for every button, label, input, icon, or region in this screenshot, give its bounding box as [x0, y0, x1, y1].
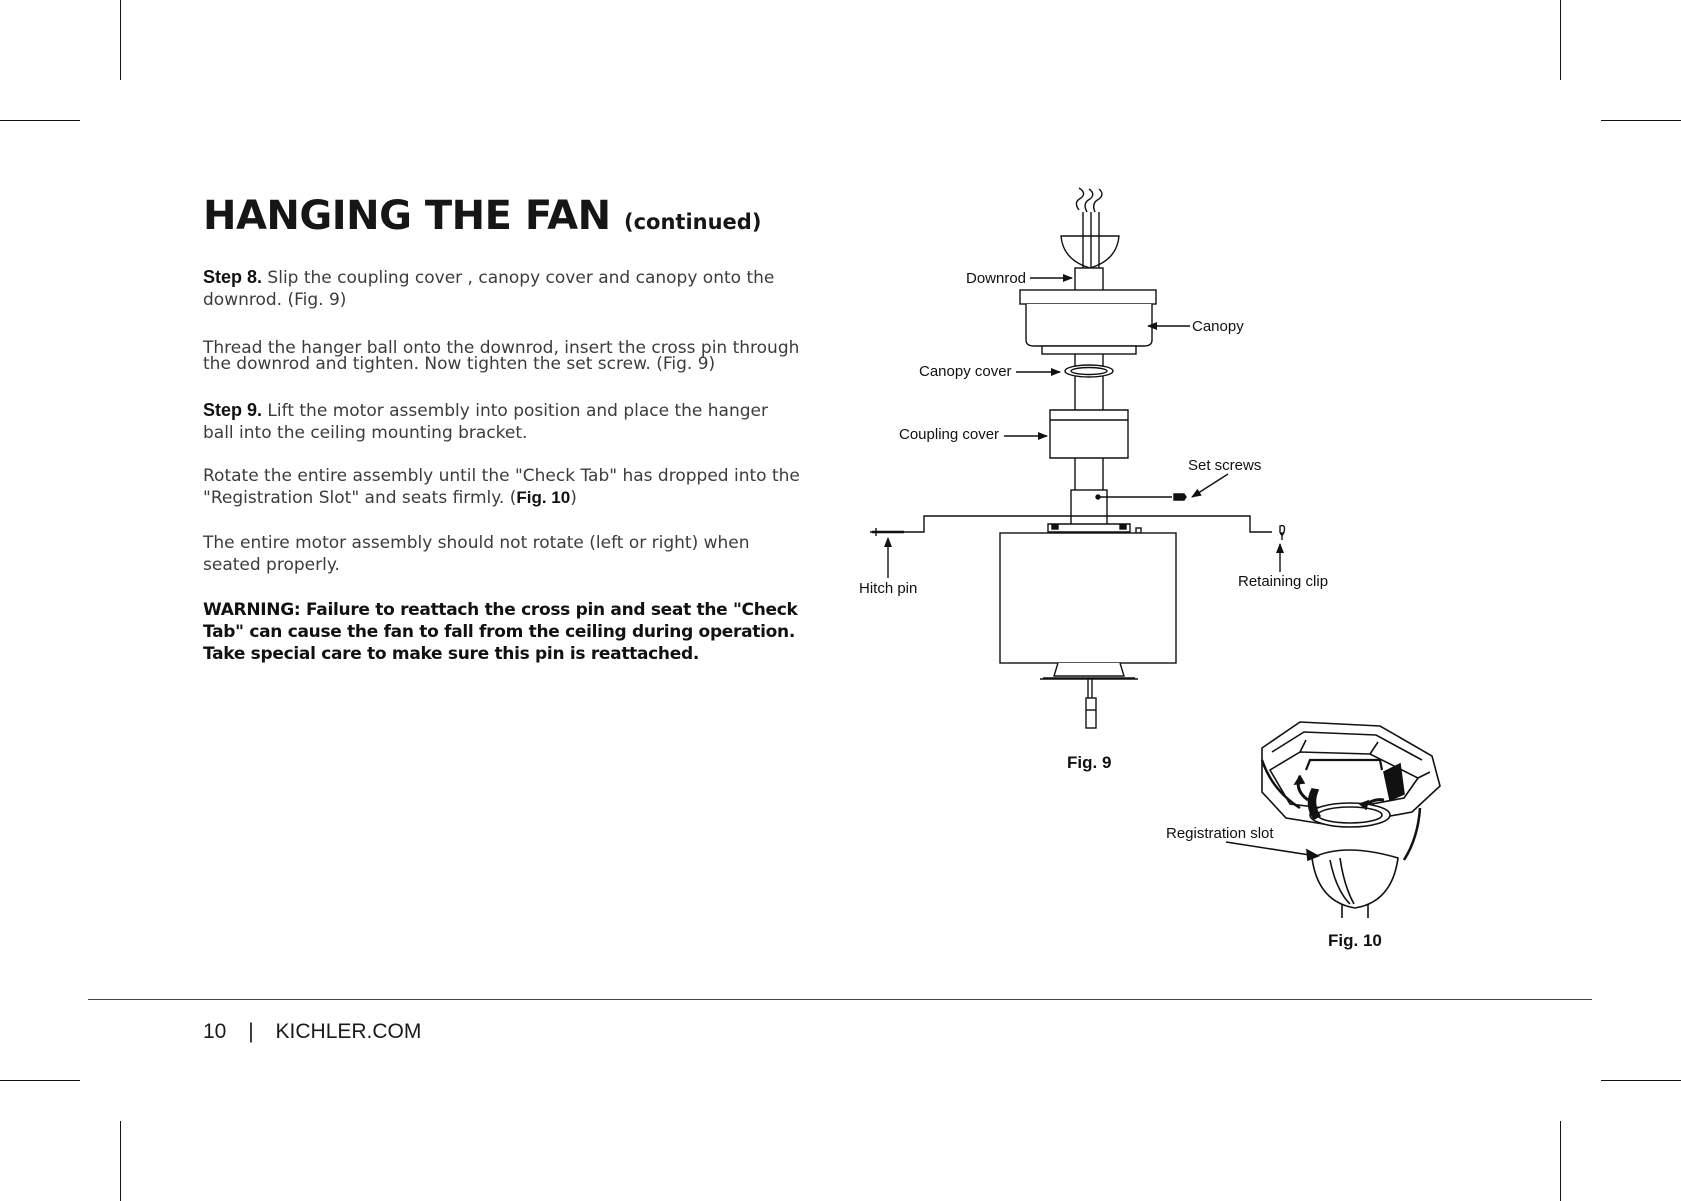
- rotate-text: Rotate the entire assembly until the "Check Tab" has dropped into the "Registration Slot" and seats firmly. (: [203, 466, 800, 508]
- step-8-label: Step 8.: [203, 267, 263, 287]
- label-retaining-clip: Retaining clip: [1238, 573, 1329, 590]
- label-downrod: Downrod: [966, 270, 1027, 287]
- footer-divider: [88, 999, 1592, 1000]
- seated-paragraph: The entire motor assembly should not rotate (left or right) when seated properly.: [203, 533, 750, 575]
- footer-site-link[interactable]: KICHLER.COM: [275, 1020, 422, 1043]
- warning-text: Failure to reattach the cross pin and seat the "Check Tab" can cause the fan to fall from the ceiling during operation. Take special care to make sure this pin is reattached.: [203, 600, 798, 664]
- label-hitch-pin: Hitch pin: [859, 580, 918, 597]
- thread-paragraph: Thread the hanger ball onto the downrod, insert the cross pin through the downrod and tighten. Now tighten the set screw. (Fig. 9): [203, 338, 800, 374]
- fig-10-caption: Fig. 10: [1328, 931, 1382, 950]
- rotate-end: ): [570, 488, 577, 508]
- label-set-screws: Set screws: [1188, 457, 1262, 474]
- fig-10-reference: Fig. 10: [516, 488, 571, 507]
- title-main: HANGING THE FAN: [203, 193, 611, 239]
- title-continued: (continued): [623, 210, 762, 234]
- step-9-text: Lift the motor assembly into position and place the hanger ball into the ceiling mounting bracket.: [203, 401, 768, 443]
- fig-9-caption: Fig. 9: [1067, 753, 1112, 772]
- step-9-label: Step 9.: [203, 400, 263, 420]
- footer-separator: |: [248, 1020, 254, 1043]
- label-coupling-cover: Coupling cover: [899, 426, 1000, 443]
- page-footer: [203, 1020, 421, 1044]
- page-number: 10: [203, 1020, 227, 1043]
- warning-label: WARNING:: [203, 600, 301, 620]
- step-8-text: Slip the coupling cover , canopy cover and canopy onto the downrod. (Fig. 9): [203, 268, 775, 310]
- label-canopy-cover: Canopy cover: [919, 363, 1012, 380]
- label-canopy: Canopy: [1192, 318, 1244, 335]
- label-registration-slot: Registration slot: [1166, 825, 1274, 842]
